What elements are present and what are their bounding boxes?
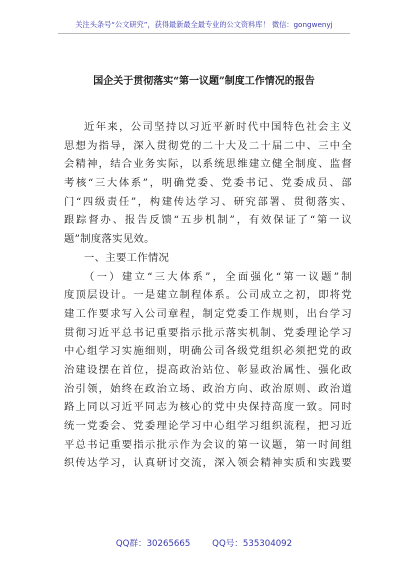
document-body <box>64 118 352 473</box>
body-line: 路上同以习近平同志为核心的党中央保持高度一致。同时 <box>64 401 352 414</box>
body-line: 会精神，结合业务实际，以系统思维建立健全制度、监督 <box>64 158 352 171</box>
body-line: 建工作要求写入公司章程，制定党委工作规则，出台学习 <box>64 307 352 320</box>
body-line: 考核“三大体系”，明确党委、党委书记、党委成员、部 <box>64 177 352 190</box>
body-line: 跟踪督办、报告反馈“五步机制”，有效保证了“第一议 <box>64 214 352 227</box>
body-line: 门“四级责任”，构建传达学习、研究部署、贯彻落实、 <box>64 195 352 208</box>
body-line: 织传达学习，认真研讨交流，深入领会精神实质和实践要 <box>64 457 352 470</box>
body-line: 治引领，始终在政治立场、政治方向、政治原则、政治道 <box>64 382 352 395</box>
body-line: 治建设摆在首位，提高政治站位、彰显政治属性、强化政 <box>64 363 352 376</box>
body-line: 贯彻习近平总书记重要指示批示落实机制、党委理论学习 <box>64 326 352 339</box>
body-line: 平总书记重要指示批示作为会议的第一议题，第一时间组 <box>64 438 352 451</box>
body-line: 度顶层设计。一是建立制程体系。公司成立之初，即将党 <box>64 289 352 302</box>
body-line: 思想为指导，深入贯彻党的二十大及二十届二中、三中全 <box>64 139 352 152</box>
header-banner: 关注头条号“公文研究”，获得最新最全最专业的公文资料库！ 微信：gongwenyj <box>75 20 333 29</box>
body-line: 统一党委会、党委理论学习中心组学习组织流程，把习近 <box>64 420 352 432</box>
section-heading: 一、主要工作情况 <box>84 251 170 264</box>
document-title: 国企关于贯彻落实“第一议题”制度工作情况的报告 <box>93 76 315 87</box>
footer-contact: QQ群：30265665 QQ号：535304092 <box>115 539 293 549</box>
body-line: 近年来，公司坚持以习近平新时代中国特色社会主义 <box>84 121 352 133</box>
subsection-heading: （一）建立“三大体系”，全面强化“第一议题”制 <box>84 270 352 283</box>
header-divider <box>58 33 350 34</box>
body-line: 中心组学习实施细则，明确公司各级党组织必须把党的政 <box>64 345 352 358</box>
body-line: 题”制度落实见效。 <box>64 233 155 246</box>
